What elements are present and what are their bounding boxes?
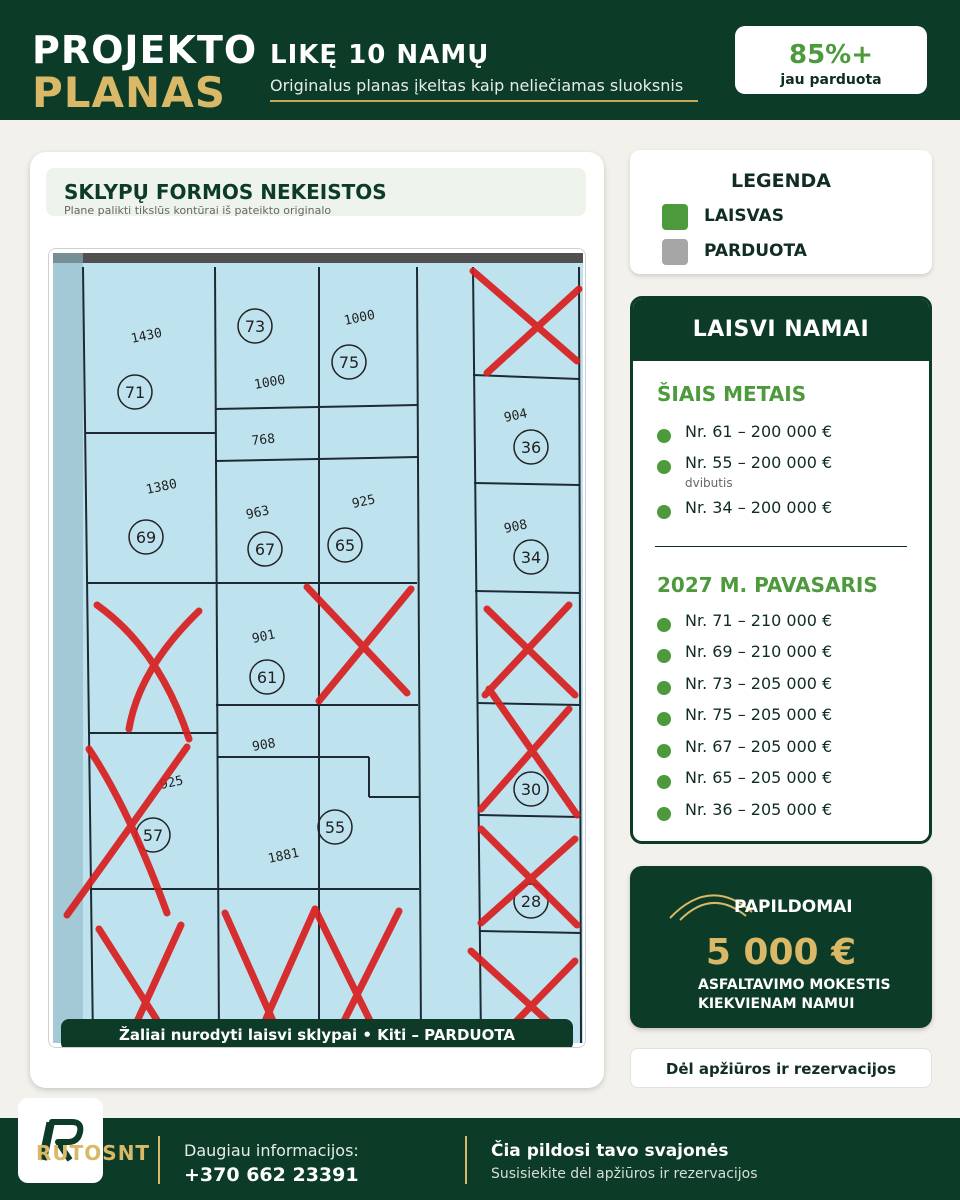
viewing-reservation-button[interactable]: Dėl apžiūros ir rezervacijos	[630, 1048, 932, 1088]
header	[0, 0, 960, 120]
plan-top-edge	[53, 253, 583, 263]
footer-phone[interactable]: +370 662 23391	[184, 1164, 359, 1186]
available-houses-panel	[630, 296, 932, 844]
lot-number: 69	[135, 528, 157, 547]
legend-available-swatch	[662, 204, 688, 230]
house-price: Nr. 73 – 205 000 €	[685, 674, 833, 693]
site-plan-drawing	[49, 249, 585, 1047]
lot-area: 908	[502, 517, 529, 537]
footer-info-label: Daugiau informacijos:	[184, 1141, 359, 1160]
lot-number: 71	[124, 383, 146, 402]
plan-header	[46, 168, 586, 216]
extra-fee-card	[630, 866, 932, 1028]
available-dot	[657, 744, 671, 758]
extra-fee-label: PAPILDOMAI	[734, 897, 853, 917]
lot-number: 57	[142, 826, 164, 845]
footer-tagline-sub: Susisiekite dėl apžiūros ir rezervacijos	[491, 1166, 758, 1182]
plan-left-shadow	[53, 253, 83, 1043]
lot-area: 1380	[144, 476, 179, 498]
available-dot	[657, 807, 671, 821]
available-dot	[657, 649, 671, 663]
section-divider	[655, 546, 907, 547]
house-price: Nr. 67 – 205 000 €	[685, 737, 833, 756]
footer-divider	[158, 1136, 160, 1184]
available-dot	[657, 429, 671, 443]
lot-area: 1881	[266, 845, 301, 867]
house-price: Nr. 34 – 200 000 €	[685, 498, 833, 517]
sold-label: jau parduota	[780, 72, 882, 88]
lot-number: 61	[256, 668, 278, 687]
house-price: Nr. 61 – 200 000 €	[685, 422, 833, 441]
available-dot	[657, 681, 671, 695]
road-label: 908	[251, 736, 277, 755]
legend-title: LEGENDA	[730, 170, 832, 192]
lot-area: 925	[158, 773, 185, 793]
available-dot	[657, 460, 671, 474]
lot-number: 36	[520, 438, 542, 457]
legend-sold-label: PARDUOTA	[704, 241, 807, 261]
extra-fee-amount: 5 000 €	[705, 932, 857, 973]
lot-number: 55	[324, 818, 346, 837]
site-plan	[48, 248, 586, 1048]
headline-underline	[270, 100, 698, 102]
sold-badge	[735, 26, 927, 94]
extra-fee-desc-line1: ASFALTAVIMO MOKESTIS	[698, 977, 891, 993]
legend-sold-swatch	[662, 239, 688, 265]
extra-fee-desc-line2: KIEKVIENAM NAMUI	[698, 996, 855, 1012]
plan-title: SKLYPŲ FORMOS NEKEISTOS	[64, 180, 387, 204]
section-title-2027-spring: 2027 M. PAVASARIS	[657, 573, 878, 597]
lot-number: 75	[338, 353, 360, 372]
lot-area: 904	[502, 406, 529, 426]
lot-area: 925	[350, 492, 377, 512]
headline: LIKĘ 10 NAMŲ	[270, 40, 490, 70]
section-title-this-year: ŠIAIS METAIS	[657, 382, 807, 406]
header-title-line1: PROJEKTO	[32, 28, 258, 72]
lot-area: 901	[250, 627, 277, 647]
house-price: Nr. 36 – 205 000 €	[685, 800, 833, 819]
extra-fee-description	[698, 976, 891, 1014]
lot-area: 963	[244, 503, 271, 523]
lot-area: 1000	[253, 372, 287, 393]
lot-number: 30	[520, 780, 542, 799]
house-note: dvibutis	[685, 476, 733, 490]
lot-number: 28	[520, 892, 542, 911]
lot-area: 1430	[129, 325, 164, 347]
house-price: Nr. 55 – 200 000 €	[685, 453, 833, 472]
footer-divider	[465, 1136, 467, 1184]
headline-subtitle: Originalus planas įkeltas kaip neliečiamas sluoksnis	[270, 76, 684, 95]
house-price: Nr. 71 – 210 000 €	[685, 611, 833, 630]
available-dot	[657, 505, 671, 519]
lot-number: 34	[520, 548, 542, 567]
available-dot	[657, 712, 671, 726]
header-title-line2: PLANAS	[32, 68, 226, 117]
road-label: 768	[250, 431, 276, 449]
footer-tagline: Čia pildosi tavo svajonės	[491, 1141, 729, 1161]
available-dot	[657, 618, 671, 632]
plan-caption: Žaliai nurodyti laisvi sklypai • Kiti – PARDUOTA	[61, 1019, 573, 1048]
plan-subtitle: Plane palikti tikslūs kontūrai iš pateikto originalo	[64, 204, 332, 217]
available-houses-title: LAISVI NAMAI	[633, 299, 929, 361]
sold-value: 85%+	[788, 40, 874, 70]
house-price: Nr. 69 – 210 000 €	[685, 642, 833, 661]
available-dot	[657, 775, 671, 789]
lot-number: 65	[334, 536, 356, 555]
legend-card	[630, 150, 932, 274]
logo-text: RUTOSNT	[36, 1141, 151, 1165]
legend-available-label: LAISVAS	[704, 206, 784, 226]
lot-area: 1000	[342, 307, 377, 329]
house-price: Nr. 75 – 205 000 €	[685, 705, 833, 724]
plan-card	[30, 152, 604, 1088]
lot-number: 67	[254, 540, 276, 559]
lot-number: 73	[244, 317, 266, 336]
house-price: Nr. 65 – 205 000 €	[685, 768, 833, 787]
